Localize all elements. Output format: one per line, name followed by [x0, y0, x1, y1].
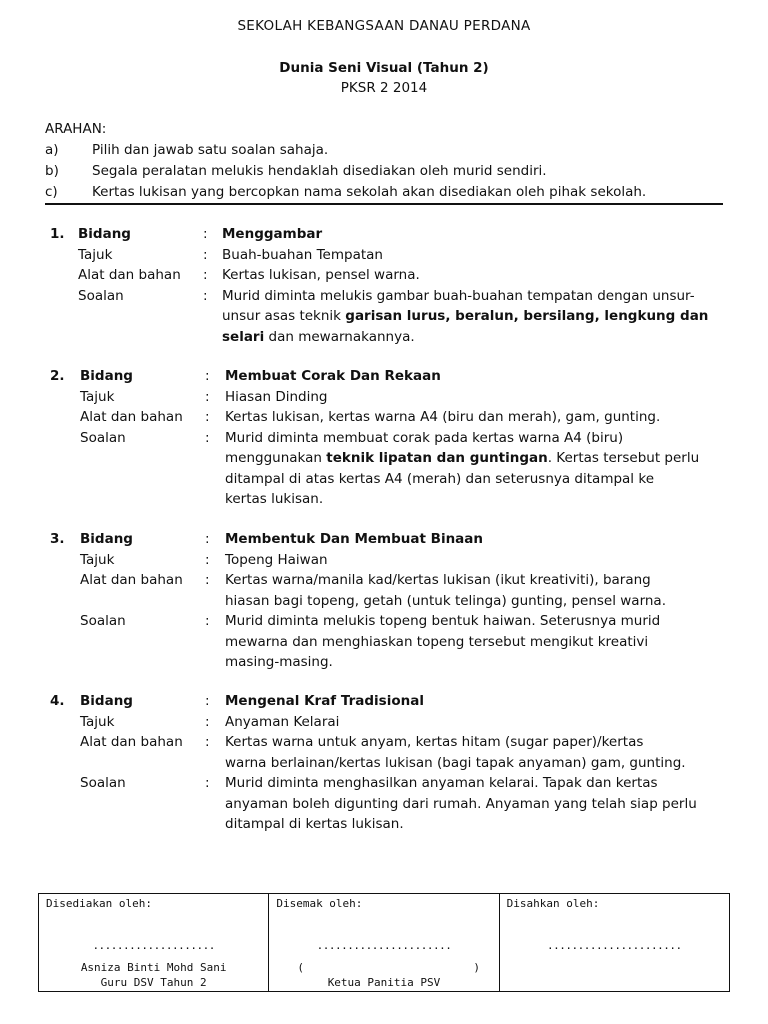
question-section-1	[0, 224, 768, 347]
instructions-title: ARAHAN:	[45, 121, 107, 137]
instruction-text: Segala peralatan melukis hendaklah disediakan oleh murid sendiri.	[92, 163, 547, 179]
instruction-item	[45, 182, 725, 203]
bidang-value: Membuat Corak Dan Rekaan	[225, 368, 441, 384]
bidang-label: Bidang	[80, 531, 133, 547]
soalan-label: Soalan	[78, 287, 124, 304]
colon: :	[205, 734, 210, 750]
signatory-role: Guru DSV Tahun 2	[100, 976, 207, 989]
soalan-emphasis: garisan lurus, beralun, bersilang, lengkung dan	[345, 308, 709, 324]
signature-cell-approved	[500, 894, 729, 991]
colon: :	[203, 267, 208, 283]
soalan-text: kertas lukisan.	[225, 491, 324, 507]
alat-label: Alat dan bahan	[80, 572, 183, 588]
soalan-text: Murid diminta membuat corak pada kertas warna A4 (biru)	[225, 429, 624, 446]
instruction-text: Pilih dan jawab satu soalan sahaja.	[92, 142, 329, 158]
signature-header: Disahkan oleh:	[506, 897, 600, 910]
exam-code: PKSR 2 2014	[340, 80, 428, 96]
colon: :	[205, 531, 210, 547]
bidang-value: Membentuk Dan Membuat Binaan	[225, 531, 484, 547]
colon: :	[205, 368, 210, 384]
instruction-label: a)	[45, 142, 59, 158]
soalan-text: ditampal di atas kertas A4 (merah) dan seterusnya ditampal ke	[225, 470, 654, 487]
tajuk-label: Tajuk	[80, 388, 115, 405]
signature-header: Disemak oleh:	[276, 897, 363, 910]
soalan-text: Murid diminta melukis gambar buah-buahan tempatan dengan unsur-	[222, 287, 695, 304]
signature-cell-reviewed	[269, 894, 499, 991]
soalan-text: ditampal di kertas lukisan.	[225, 816, 404, 832]
alat-label: Alat dan bahan	[80, 734, 183, 750]
bidang-label: Bidang	[80, 368, 133, 384]
signatory-name: Asniza Binti Mohd Sani	[80, 961, 227, 974]
soalan-emphasis: selari	[222, 328, 265, 345]
school-name: SEKOLAH KEBANGSAAN DANAU PERDANA	[237, 18, 531, 34]
colon: :	[205, 388, 210, 405]
signature-line: ......................	[316, 939, 452, 952]
alat-label: Alat dan bahan	[80, 409, 183, 425]
colon: :	[205, 775, 210, 791]
soalan-label: Soalan	[80, 775, 126, 791]
colon: :	[203, 246, 208, 263]
soalan-text: Murid diminta melukis topeng bentuk haiwan. Seterusnya murid	[225, 613, 661, 629]
alat-value: Kertas warna untuk anyam, kertas hitam (sugar paper)/kertas	[225, 734, 644, 750]
instruction-item	[45, 161, 725, 182]
question-section-2	[0, 366, 768, 510]
tajuk-label: Tajuk	[80, 713, 115, 730]
bidang-label: Bidang	[80, 693, 133, 709]
colon: :	[203, 226, 208, 242]
bidang-label: Bidang	[78, 226, 131, 242]
signature-table	[38, 893, 730, 992]
name-close-paren: )	[473, 961, 480, 974]
bidang-value: Menggambar	[222, 226, 323, 242]
soalan-text: anyaman boleh digunting dari rumah. Anyaman yang telah siap perlu	[225, 795, 697, 812]
colon: :	[205, 693, 210, 709]
instruction-label: b)	[45, 163, 59, 179]
name-open-paren: (	[297, 961, 304, 974]
colon: :	[203, 287, 208, 304]
colon: :	[205, 713, 210, 730]
signature-line: ......................	[546, 939, 682, 952]
colon: :	[205, 572, 210, 588]
colon: :	[205, 613, 210, 629]
signature-line: ....................	[92, 939, 215, 952]
alat-value: Kertas lukisan, kertas warna A4 (biru dan merah), gam, gunting.	[225, 409, 661, 425]
alat-value: warna berlainan/kertas lukisan (bagi tapak anyaman) gam, gunting.	[225, 754, 686, 771]
soalan-text: selari dan mewarnakannya.	[222, 328, 415, 345]
signatory-role: Ketua Panitia PSV	[327, 976, 441, 989]
signature-header: Disediakan oleh:	[46, 897, 152, 910]
soalan-text: masing-masing.	[225, 654, 333, 670]
tajuk-value: Buah-buahan Tempatan	[222, 246, 383, 263]
colon: :	[205, 409, 210, 425]
bidang-value: Mengenal Kraf Tradisional	[225, 693, 424, 709]
instructions	[45, 119, 725, 203]
colon: :	[205, 429, 210, 446]
document-title: Dunia Seni Visual (Tahun 2)	[279, 60, 489, 76]
instruction-item	[45, 140, 725, 161]
tajuk-value: Hiasan Dinding	[225, 388, 328, 405]
colon: :	[205, 551, 210, 568]
instruction-label: c)	[45, 184, 58, 200]
soalan-label: Soalan	[80, 429, 126, 446]
soalan-text: menggunakan teknik lipatan dan guntingan. Kertas tersebut perlu	[225, 450, 700, 466]
soalan-label: Soalan	[80, 613, 126, 629]
question-number: 1.	[50, 226, 65, 242]
alat-label: Alat dan bahan	[78, 267, 181, 283]
signature-cell-prepared	[39, 894, 269, 991]
soalan-text: mewarna dan menghiaskan topeng tersebut mengikut kreativi	[225, 633, 649, 650]
tajuk-label: Tajuk	[78, 246, 113, 263]
alat-value: hiasan bagi topeng, getah (untuk telinga) gunting, pensel warna.	[225, 592, 666, 609]
question-section-3	[0, 529, 768, 673]
soalan-text: Murid diminta menghasilkan anyaman kelarai. Tapak dan kertas	[225, 775, 658, 791]
question-number: 2.	[50, 368, 65, 384]
tajuk-value: Anyaman Kelarai	[225, 713, 340, 730]
tajuk-label: Tajuk	[80, 551, 115, 568]
question-number: 3.	[50, 531, 65, 547]
question-section-4	[0, 691, 768, 835]
alat-value: Kertas warna/manila kad/kertas lukisan (ikut kreativiti), barang	[225, 572, 651, 588]
question-number: 4.	[50, 693, 65, 709]
alat-value: Kertas lukisan, pensel warna.	[222, 267, 420, 283]
instruction-text: Kertas lukisan yang bercopkan nama sekolah akan disediakan oleh pihak sekolah.	[92, 184, 647, 200]
tajuk-value: Topeng Haiwan	[225, 551, 328, 568]
soalan-emphasis: teknik lipatan dan guntingan	[326, 450, 548, 466]
soalan-text: unsur asas teknik garisan lurus, beralun, bersilang, lengkung dan	[222, 308, 709, 324]
divider-line	[45, 203, 723, 205]
